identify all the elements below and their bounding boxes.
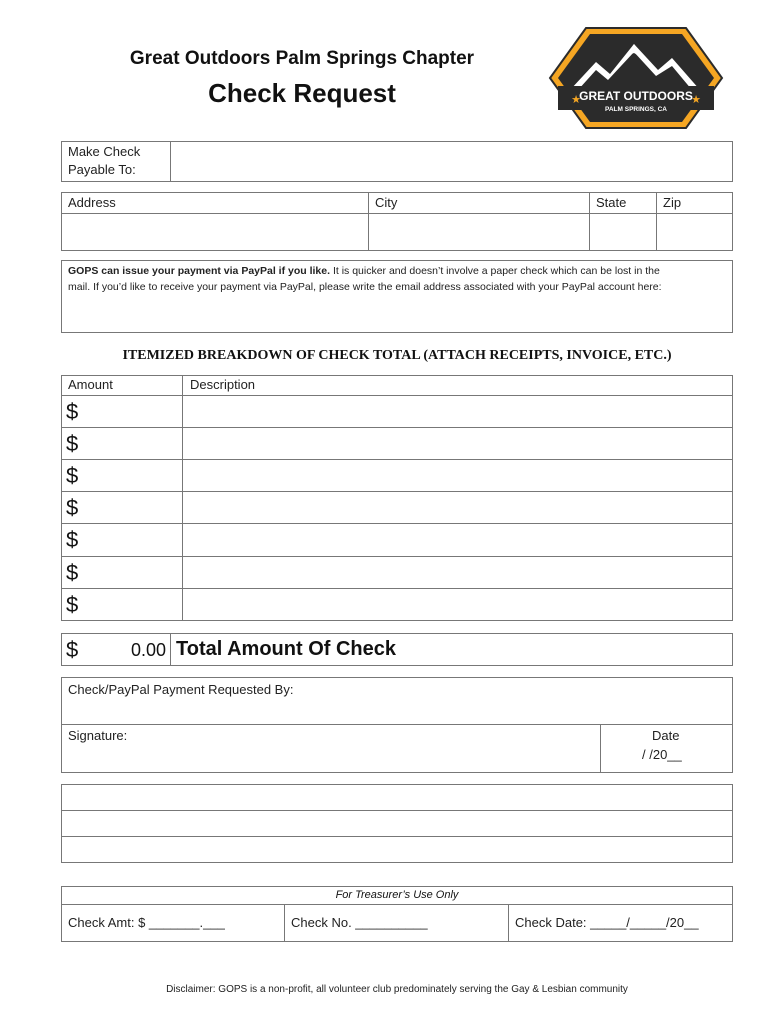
paypal-note-line1: It is quicker and doesn’t involve a paper check which can be lost in the [330,265,660,277]
amount-input-7[interactable] [86,592,182,620]
total-amount: 0.00 [130,640,166,660]
page-title: Check Request [208,78,396,108]
state-input[interactable] [592,216,658,250]
amount-dollar-sign: $ [66,463,79,488]
paypal-email-input[interactable] [66,300,730,330]
payee-label-line1: Make Check [68,144,141,159]
payee-label-line2: Payable To: [68,162,136,177]
amount-header: Amount [68,377,113,392]
total-dollar-sign: $ [66,637,79,662]
itemized-heading: ITEMIZED BREAKDOWN OF CHECK TOTAL (ATTACH RECEIPTS, INVOICE, ETC.) [122,348,672,363]
org-name: Great Outdoors Palm Springs Chapter [129,48,475,69]
description-input-4[interactable] [186,495,734,523]
amount-dollar-sign: $ [66,560,79,585]
description-input-3[interactable] [186,463,734,491]
amount-dollar-sign: $ [66,399,79,424]
amount-dollar-sign: $ [66,495,79,520]
requested-by-input[interactable] [66,700,730,724]
description-input-5[interactable] [186,527,734,555]
address-input[interactable] [64,216,370,250]
payee-input[interactable] [176,148,730,178]
paypal-note-line2: mail. If you’d like to receive your payment via PayPal, please write the email address associated with your PayPal account here: [68,281,662,293]
city-input[interactable] [371,216,591,250]
signature-label: Signature: [68,728,128,743]
city-label: City [375,195,398,210]
description-input-1[interactable] [186,399,734,427]
amount-input-4[interactable] [86,495,182,523]
amount-input-5[interactable] [86,527,182,555]
description-input-7[interactable] [186,592,734,620]
svg-text:PALM SPRINGS, CA: PALM SPRINGS, CA [605,106,667,113]
amount-input-6[interactable] [86,560,182,588]
description-header: Description [190,377,256,392]
notes-line-2[interactable] [66,813,730,836]
notes-line-1[interactable] [66,787,730,810]
treasurer-title: For Treasurer’s Use Only [335,889,459,901]
amount-input-3[interactable] [86,463,182,491]
amount-input-1[interactable] [86,399,182,427]
description-input-6[interactable] [186,560,734,588]
disclaimer: Disclaimer: GOPS is a non-profit, all volunteer club predominately serving the Gay & Lesbian community [166,984,628,995]
check-number-field[interactable]: Check No. __________ [291,915,428,930]
requested-by-label: Check/PayPal Payment Requested By: [68,682,294,697]
date-label: Date [652,728,680,743]
svg-text:★: ★ [691,94,701,106]
mountain-logo-icon [548,26,724,130]
paypal-note [68,263,728,295]
amount-dollar-sign: $ [66,527,79,552]
check-amount-field[interactable]: Check Amt: $ _______.___ [68,915,225,930]
great-outdoors-logo [548,26,724,130]
amount-dollar-sign: $ [66,592,79,617]
date-format[interactable]: / /20__ [642,747,682,762]
notes-line-3[interactable] [66,839,730,862]
amount-dollar-sign: $ [66,431,79,456]
svg-text:GREAT OUTDOORS: GREAT OUTDOORS [579,89,693,103]
total-label: Total Amount Of Check [176,638,396,660]
paypal-note-bold: GOPS can issue your payment via PayPal if you like. [68,265,331,277]
amount-input-2[interactable] [86,431,182,459]
state-label: State [596,195,627,210]
check-date-field[interactable]: Check Date: _____/_____/20__ [515,915,699,930]
description-input-2[interactable] [186,431,734,459]
signature-input[interactable] [140,740,598,770]
svg-text:★: ★ [571,94,581,106]
address-label: Address [68,195,116,210]
zip-input[interactable] [659,216,735,250]
zip-label: Zip [663,195,682,210]
